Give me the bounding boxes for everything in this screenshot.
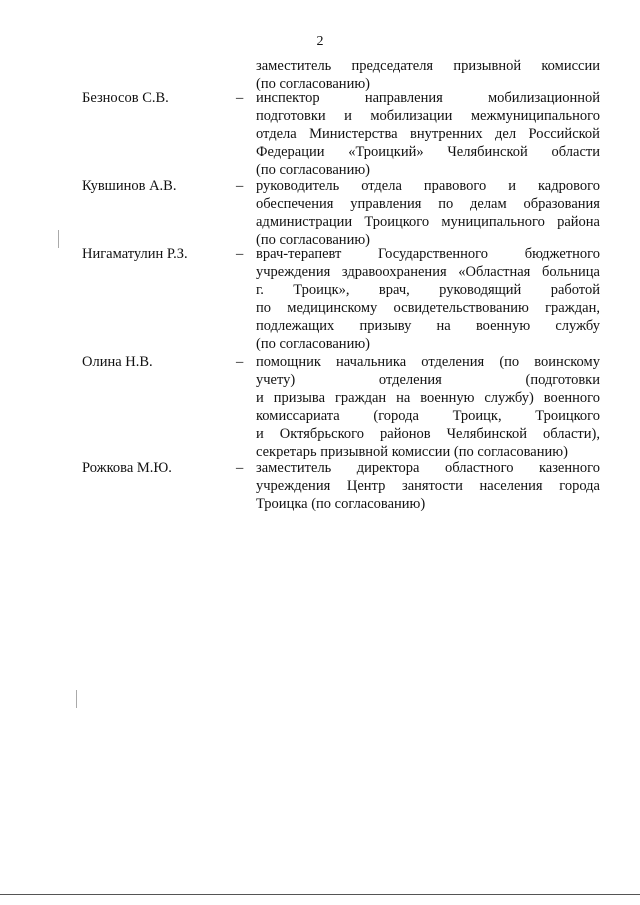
position-word: «Троицкий»	[348, 144, 424, 160]
position-line	[256, 58, 600, 75]
entry-dash: –	[236, 246, 244, 262]
position-word: внутренних	[410, 126, 483, 142]
position-word: больница	[541, 264, 600, 280]
position-word: отделения	[378, 372, 442, 388]
position-line	[256, 460, 600, 477]
position-word: и	[256, 426, 264, 442]
position-word: руководитель	[256, 178, 340, 194]
margin-mark	[76, 690, 77, 708]
position-word: (подготовки	[525, 372, 600, 388]
position-text: Троицка (по согласованию)	[256, 496, 426, 512]
position-word: врач,	[378, 282, 410, 298]
position-line	[256, 214, 600, 231]
position-word: населения	[479, 478, 543, 494]
position-word: Челябинской	[447, 144, 528, 160]
position-word: области),	[543, 426, 600, 442]
position-line	[256, 426, 600, 443]
position-word: мобилизационной	[487, 90, 600, 106]
position-word: Троицк,	[452, 408, 502, 424]
position-word: Троицкого	[535, 408, 600, 424]
position-word: Российской	[528, 126, 600, 142]
position-text: (по согласованию)	[256, 76, 370, 92]
position-word: правового	[423, 178, 487, 194]
entry-dash: –	[236, 354, 244, 370]
position-word: заместитель	[256, 460, 332, 476]
position-word: обеспечения	[256, 196, 334, 212]
position-word: казенного	[538, 460, 600, 476]
position-line	[256, 90, 600, 107]
position-word: межмуниципального	[470, 108, 600, 124]
position-word: мобилизации	[370, 108, 453, 124]
position-word: отделения	[421, 354, 485, 370]
position-word: граждан,	[545, 300, 600, 316]
position-word: Федерации	[256, 144, 325, 160]
position-word: директора	[356, 460, 420, 476]
position-word: (по	[499, 354, 520, 370]
position-word: (города	[373, 408, 419, 424]
position-line	[256, 108, 600, 125]
position-word: областного	[444, 460, 514, 476]
position-word: образования	[523, 196, 600, 212]
position-line	[256, 354, 600, 371]
entry-dash: –	[236, 460, 244, 476]
position-word: бюджетного	[524, 246, 600, 262]
position-line	[256, 196, 600, 213]
position-word: воинскому	[534, 354, 600, 370]
member-name: Олина Н.В.	[82, 354, 153, 370]
position-word: и	[508, 178, 516, 194]
position-word: направления	[364, 90, 443, 106]
entry-dash: –	[236, 178, 244, 194]
position-line	[256, 178, 600, 195]
position-word: учету)	[256, 372, 296, 388]
position-word: на	[436, 318, 451, 334]
position-word: инспектор	[256, 90, 320, 106]
position-word: занятости	[401, 478, 463, 494]
position-line	[256, 264, 600, 281]
position-word: военную	[420, 390, 475, 406]
position-word: комиссии	[541, 58, 600, 74]
member-name: Кувшинов А.В.	[82, 178, 177, 194]
position-word: военную	[475, 318, 531, 334]
position-word: начальника	[336, 354, 407, 370]
position-word: управления	[350, 196, 422, 212]
position-word: по	[438, 196, 454, 212]
position-word: делам	[470, 196, 507, 212]
position-word: г.	[256, 282, 264, 298]
position-word: учреждения	[256, 478, 331, 494]
position-line	[256, 300, 600, 317]
position-word: по	[256, 300, 272, 316]
position-word: призыва	[273, 390, 326, 406]
position-line	[256, 444, 600, 461]
position-word: заместитель	[256, 58, 332, 74]
position-line	[256, 372, 600, 389]
member-name: Нигаматулин Р.З.	[82, 246, 188, 262]
position-text: (по согласованию)	[256, 232, 370, 248]
position-word: Троицк»,	[293, 282, 350, 298]
position-word: комиссариата	[256, 408, 340, 424]
position-line	[256, 144, 600, 161]
position-word: Государственного	[378, 246, 488, 262]
position-word: медицинскому	[287, 300, 378, 316]
position-word: дел	[495, 126, 517, 142]
position-text: (по согласованию)	[256, 162, 370, 178]
position-word: на	[396, 390, 411, 406]
position-line	[256, 390, 600, 407]
position-line	[256, 318, 600, 335]
position-word: Октябрьского	[279, 426, 364, 442]
position-word: области	[551, 144, 600, 160]
position-word: призывной	[453, 58, 522, 74]
position-word: службу)	[484, 390, 534, 406]
position-line	[256, 162, 600, 179]
position-word: администрации	[256, 214, 353, 230]
position-word: руководящий	[439, 282, 522, 298]
member-name: Рожкова М.Ю.	[82, 460, 172, 476]
position-line	[256, 478, 600, 495]
position-line	[256, 246, 600, 263]
position-word: и	[256, 390, 264, 406]
position-word: работой	[550, 282, 600, 298]
position-word: помощник	[256, 354, 321, 370]
position-line	[256, 496, 600, 513]
position-word: отдела	[361, 178, 402, 194]
member-name: Безносов С.В.	[82, 90, 169, 106]
position-word: Министерства	[309, 126, 398, 142]
position-word: Челябинской	[446, 426, 528, 442]
position-word: района	[557, 214, 600, 230]
position-word: здравоохранения	[341, 264, 447, 280]
position-line	[256, 408, 600, 425]
position-word: подготовки	[256, 108, 326, 124]
position-word: и	[344, 108, 352, 124]
position-word: врач-терапевт	[256, 246, 342, 262]
entry-dash: –	[236, 90, 244, 106]
position-word: призыву	[359, 318, 412, 334]
position-word: учреждения	[256, 264, 331, 280]
position-word: Троицкого	[364, 214, 430, 230]
position-line	[256, 126, 600, 143]
margin-mark	[58, 230, 59, 248]
position-word: города	[559, 478, 600, 494]
position-word: граждан	[334, 390, 387, 406]
bottom-rule	[0, 894, 640, 895]
position-word: кадрового	[537, 178, 600, 194]
position-word: районов	[380, 426, 431, 442]
position-text: секретарь призывной комиссии (по согласованию)	[256, 444, 568, 460]
position-word: подлежащих	[256, 318, 335, 334]
position-line	[256, 336, 600, 353]
position-word: «Областная	[458, 264, 531, 280]
page-number: 2	[316, 34, 324, 49]
position-word: председателя	[351, 58, 434, 74]
position-word: службу	[555, 318, 600, 334]
position-word: отдела	[256, 126, 297, 142]
position-word: Центр	[346, 478, 386, 494]
position-text: (по согласованию)	[256, 336, 370, 352]
position-word: муниципального	[441, 214, 545, 230]
position-word: освидетельствованию	[393, 300, 529, 316]
position-word: военного	[543, 390, 600, 406]
position-line	[256, 282, 600, 299]
